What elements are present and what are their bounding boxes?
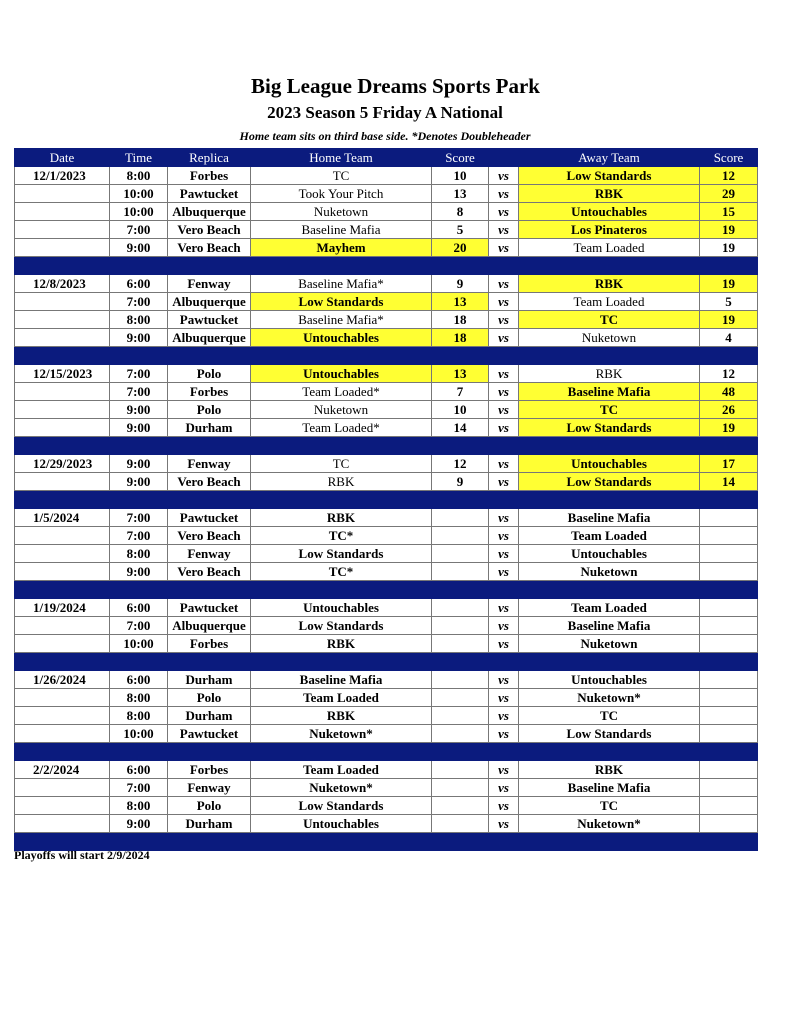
away-score: 17 (700, 455, 758, 473)
home-score: 10 (432, 167, 489, 185)
home-team: Untouchables (251, 365, 432, 383)
home-team: Nuketown* (251, 725, 432, 743)
game-replica: Polo (168, 689, 251, 707)
vs-label: vs (489, 689, 519, 707)
home-score: 14 (432, 419, 489, 437)
game-date (15, 689, 110, 707)
game-replica: Fenway (168, 779, 251, 797)
home-score: 7 (432, 383, 489, 401)
home-team: Baseline Mafia* (251, 275, 432, 293)
game-replica: Pawtucket (168, 599, 251, 617)
header-home-team: Home Team (251, 149, 432, 167)
home-score: 12 (432, 455, 489, 473)
table-row (15, 329, 758, 347)
game-replica: Pawtucket (168, 311, 251, 329)
home-team: Untouchables (251, 815, 432, 833)
game-time: 8:00 (110, 167, 168, 185)
home-score (432, 509, 489, 527)
home-score: 10 (432, 401, 489, 419)
table-row (15, 563, 758, 581)
away-score (700, 563, 758, 581)
home-team: Nuketown (251, 203, 432, 221)
home-score (432, 689, 489, 707)
away-score: 19 (700, 311, 758, 329)
home-team: Baseline Mafia (251, 671, 432, 689)
table-row (15, 617, 758, 635)
home-team: Untouchables (251, 329, 432, 347)
away-score: 19 (700, 239, 758, 257)
game-time: 8:00 (110, 545, 168, 563)
home-team: TC* (251, 563, 432, 581)
away-team: TC (519, 707, 700, 725)
game-replica: Albuquerque (168, 293, 251, 311)
header-away-team: Away Team (519, 149, 700, 167)
vs-label: vs (489, 473, 519, 491)
away-team: RBK (519, 275, 700, 293)
home-team: Team Loaded (251, 689, 432, 707)
table-row (15, 671, 758, 689)
home-score: 13 (432, 293, 489, 311)
away-team: Baseline Mafia (519, 383, 700, 401)
home-score: 13 (432, 185, 489, 203)
away-score (700, 599, 758, 617)
game-replica: Polo (168, 401, 251, 419)
game-time: 8:00 (110, 689, 168, 707)
vs-label: vs (489, 383, 519, 401)
table-row (15, 797, 758, 815)
home-score (432, 797, 489, 815)
game-replica: Pawtucket (168, 509, 251, 527)
table-row (15, 383, 758, 401)
vs-label: vs (489, 797, 519, 815)
game-date (15, 527, 110, 545)
away-score (700, 725, 758, 743)
game-time: 9:00 (110, 239, 168, 257)
vs-label: vs (489, 725, 519, 743)
away-team: Team Loaded (519, 239, 700, 257)
game-replica: Forbes (168, 167, 251, 185)
game-time: 6:00 (110, 671, 168, 689)
home-team: Team Loaded* (251, 383, 432, 401)
game-replica: Fenway (168, 275, 251, 293)
game-date: 12/15/2023 (15, 365, 110, 383)
home-score: 18 (432, 311, 489, 329)
table-row (15, 401, 758, 419)
table-row (15, 689, 758, 707)
vs-label: vs (489, 203, 519, 221)
away-team: Untouchables (519, 545, 700, 563)
game-time: 8:00 (110, 797, 168, 815)
week-separator (15, 437, 758, 455)
away-team: Team Loaded (519, 599, 700, 617)
game-time: 6:00 (110, 599, 168, 617)
game-date (15, 473, 110, 491)
game-replica: Durham (168, 419, 251, 437)
vs-label: vs (489, 527, 519, 545)
away-team: TC (519, 311, 700, 329)
home-score (432, 707, 489, 725)
game-replica: Polo (168, 365, 251, 383)
home-score (432, 617, 489, 635)
separator-bar (15, 581, 758, 599)
game-date (15, 383, 110, 401)
table-row (15, 779, 758, 797)
game-replica: Forbes (168, 383, 251, 401)
home-team: Low Standards (251, 797, 432, 815)
game-time: 7:00 (110, 617, 168, 635)
schedule-body (15, 167, 758, 851)
home-team: RBK (251, 509, 432, 527)
game-time: 7:00 (110, 383, 168, 401)
game-date (15, 419, 110, 437)
away-score (700, 527, 758, 545)
game-replica: Fenway (168, 455, 251, 473)
game-replica: Durham (168, 707, 251, 725)
table-row (15, 527, 758, 545)
table-header-row (15, 149, 758, 167)
game-replica: Vero Beach (168, 527, 251, 545)
header-home-score: Score (432, 149, 489, 167)
vs-label: vs (489, 635, 519, 653)
table-row (15, 761, 758, 779)
game-time: 10:00 (110, 725, 168, 743)
vs-label: vs (489, 545, 519, 563)
game-replica: Vero Beach (168, 563, 251, 581)
table-row (15, 167, 758, 185)
game-replica: Vero Beach (168, 239, 251, 257)
game-date (15, 401, 110, 419)
table-row (15, 419, 758, 437)
game-date (15, 707, 110, 725)
game-replica: Albuquerque (168, 329, 251, 347)
away-team: Untouchables (519, 455, 700, 473)
away-team: TC (519, 401, 700, 419)
game-time: 7:00 (110, 293, 168, 311)
away-score (700, 509, 758, 527)
game-date (15, 239, 110, 257)
away-score: 4 (700, 329, 758, 347)
game-date: 2/2/2024 (15, 761, 110, 779)
home-team: Untouchables (251, 599, 432, 617)
game-date (15, 635, 110, 653)
away-score: 26 (700, 401, 758, 419)
game-date (15, 311, 110, 329)
table-row (15, 635, 758, 653)
game-replica: Polo (168, 797, 251, 815)
separator-bar (15, 437, 758, 455)
table-row (15, 365, 758, 383)
vs-label: vs (489, 419, 519, 437)
away-score: 19 (700, 275, 758, 293)
away-score: 15 (700, 203, 758, 221)
vs-label: vs (489, 761, 519, 779)
game-date: 1/26/2024 (15, 671, 110, 689)
away-team: Baseline Mafia (519, 509, 700, 527)
table-row (15, 293, 758, 311)
home-team: RBK (251, 473, 432, 491)
away-team: Nuketown (519, 635, 700, 653)
home-score (432, 725, 489, 743)
vs-label: vs (489, 617, 519, 635)
vs-label: vs (489, 707, 519, 725)
away-team: RBK (519, 761, 700, 779)
game-replica: Durham (168, 671, 251, 689)
home-team: RBK (251, 635, 432, 653)
page-title: Big League Dreams Sports Park (251, 74, 540, 98)
away-team: Untouchables (519, 671, 700, 689)
game-time: 8:00 (110, 707, 168, 725)
header-away-score: Score (700, 149, 758, 167)
week-separator (15, 743, 758, 761)
game-date (15, 563, 110, 581)
away-team: Low Standards (519, 725, 700, 743)
game-time: 8:00 (110, 311, 168, 329)
separator-bar (15, 743, 758, 761)
table-row (15, 275, 758, 293)
game-time: 9:00 (110, 419, 168, 437)
home-score (432, 635, 489, 653)
home-score (432, 779, 489, 797)
home-team: Nuketown* (251, 779, 432, 797)
home-score: 20 (432, 239, 489, 257)
game-replica: Forbes (168, 761, 251, 779)
game-replica: Fenway (168, 545, 251, 563)
vs-label: vs (489, 815, 519, 833)
game-date (15, 617, 110, 635)
away-team: Team Loaded (519, 527, 700, 545)
away-team: TC (519, 797, 700, 815)
home-team: TC (251, 167, 432, 185)
away-score (700, 797, 758, 815)
vs-label: vs (489, 401, 519, 419)
away-score (700, 707, 758, 725)
game-replica: Vero Beach (168, 473, 251, 491)
away-score (700, 545, 758, 563)
playoffs-note: Playoffs will start 2/9/2024 (14, 848, 150, 862)
table-row (15, 707, 758, 725)
table-row (15, 815, 758, 833)
game-date (15, 203, 110, 221)
table-row (15, 185, 758, 203)
home-team: Low Standards (251, 545, 432, 563)
header-time: Time (110, 149, 168, 167)
separator-bar (15, 653, 758, 671)
game-time: 7:00 (110, 221, 168, 239)
game-date: 12/29/2023 (15, 455, 110, 473)
game-date (15, 797, 110, 815)
table-row (15, 725, 758, 743)
away-score (700, 617, 758, 635)
vs-label: vs (489, 221, 519, 239)
home-team: Team Loaded* (251, 419, 432, 437)
vs-label: vs (489, 275, 519, 293)
away-score: 5 (700, 293, 758, 311)
away-score: 12 (700, 365, 758, 383)
home-team: Baseline Mafia (251, 221, 432, 239)
away-team: Baseline Mafia (519, 617, 700, 635)
away-score (700, 761, 758, 779)
vs-label: vs (489, 293, 519, 311)
week-separator (15, 257, 758, 275)
away-team: Nuketown (519, 563, 700, 581)
separator-bar (15, 347, 758, 365)
game-date: 1/5/2024 (15, 509, 110, 527)
home-team: TC (251, 455, 432, 473)
game-date: 12/8/2023 (15, 275, 110, 293)
game-time: 7:00 (110, 779, 168, 797)
home-team: Baseline Mafia* (251, 311, 432, 329)
table-row (15, 239, 758, 257)
separator-bar (15, 257, 758, 275)
away-score (700, 689, 758, 707)
table-row (15, 311, 758, 329)
vs-label: vs (489, 671, 519, 689)
vs-label: vs (489, 599, 519, 617)
away-team: Nuketown* (519, 815, 700, 833)
vs-label: vs (489, 563, 519, 581)
week-separator (15, 581, 758, 599)
game-time: 10:00 (110, 635, 168, 653)
home-score: 13 (432, 365, 489, 383)
table-row (15, 599, 758, 617)
game-date (15, 779, 110, 797)
away-score (700, 815, 758, 833)
away-score (700, 779, 758, 797)
vs-label: vs (489, 311, 519, 329)
vs-label: vs (489, 779, 519, 797)
vs-label: vs (489, 185, 519, 203)
header-note: Home team sits on third base side. *Denotes Doubleheader (239, 129, 531, 143)
home-score: 9 (432, 473, 489, 491)
week-separator (15, 491, 758, 509)
game-replica: Pawtucket (168, 725, 251, 743)
away-team: RBK (519, 365, 700, 383)
home-score (432, 545, 489, 563)
game-time: 6:00 (110, 275, 168, 293)
game-replica: Albuquerque (168, 617, 251, 635)
away-team: Nuketown* (519, 689, 700, 707)
home-score: 18 (432, 329, 489, 347)
home-score: 5 (432, 221, 489, 239)
game-time: 9:00 (110, 401, 168, 419)
away-score: 14 (700, 473, 758, 491)
game-time: 7:00 (110, 509, 168, 527)
home-team: TC* (251, 527, 432, 545)
vs-label: vs (489, 239, 519, 257)
away-team: Los Pinateros (519, 221, 700, 239)
away-score: 19 (700, 419, 758, 437)
table-row (15, 203, 758, 221)
game-time: 7:00 (110, 365, 168, 383)
home-team: Low Standards (251, 617, 432, 635)
header-vs (489, 149, 519, 167)
game-time: 9:00 (110, 563, 168, 581)
home-score (432, 563, 489, 581)
table-row (15, 545, 758, 563)
away-team: Baseline Mafia (519, 779, 700, 797)
separator-bar (15, 491, 758, 509)
game-time: 6:00 (110, 761, 168, 779)
away-score (700, 635, 758, 653)
game-time: 10:00 (110, 203, 168, 221)
game-date (15, 815, 110, 833)
schedule-table (14, 148, 758, 851)
game-replica: Forbes (168, 635, 251, 653)
game-date (15, 221, 110, 239)
home-score (432, 671, 489, 689)
home-team: Mayhem (251, 239, 432, 257)
away-score (700, 671, 758, 689)
game-time: 7:00 (110, 527, 168, 545)
game-date (15, 329, 110, 347)
vs-label: vs (489, 509, 519, 527)
away-score: 12 (700, 167, 758, 185)
away-score: 29 (700, 185, 758, 203)
vs-label: vs (489, 365, 519, 383)
table-row (15, 221, 758, 239)
home-team: Low Standards (251, 293, 432, 311)
game-replica: Albuquerque (168, 203, 251, 221)
game-time: 9:00 (110, 329, 168, 347)
home-team: Nuketown (251, 401, 432, 419)
away-team: RBK (519, 185, 700, 203)
week-separator (15, 653, 758, 671)
away-score: 19 (700, 221, 758, 239)
game-replica: Pawtucket (168, 185, 251, 203)
table-row (15, 455, 758, 473)
week-separator (15, 347, 758, 365)
game-time: 9:00 (110, 815, 168, 833)
away-team: Untouchables (519, 203, 700, 221)
away-team: Low Standards (519, 167, 700, 185)
game-date (15, 185, 110, 203)
home-team: Team Loaded (251, 761, 432, 779)
header-date: Date (15, 149, 110, 167)
table-row (15, 473, 758, 491)
away-score: 48 (700, 383, 758, 401)
vs-label: vs (489, 455, 519, 473)
game-date (15, 545, 110, 563)
home-score (432, 527, 489, 545)
away-team: Nuketown (519, 329, 700, 347)
page-subtitle: 2023 Season 5 Friday A National (267, 103, 503, 122)
game-date (15, 725, 110, 743)
home-score (432, 599, 489, 617)
game-time: 9:00 (110, 473, 168, 491)
vs-label: vs (489, 167, 519, 185)
home-team: RBK (251, 707, 432, 725)
game-date: 1/19/2024 (15, 599, 110, 617)
game-date: 12/1/2023 (15, 167, 110, 185)
game-replica: Durham (168, 815, 251, 833)
home-score (432, 815, 489, 833)
game-time: 10:00 (110, 185, 168, 203)
home-score (432, 761, 489, 779)
away-team: Low Standards (519, 473, 700, 491)
home-score: 8 (432, 203, 489, 221)
game-date (15, 293, 110, 311)
game-time: 9:00 (110, 455, 168, 473)
away-team: Low Standards (519, 419, 700, 437)
home-score: 9 (432, 275, 489, 293)
away-team: Team Loaded (519, 293, 700, 311)
vs-label: vs (489, 329, 519, 347)
table-row (15, 509, 758, 527)
home-team: Took Your Pitch (251, 185, 432, 203)
header-replica: Replica (168, 149, 251, 167)
game-replica: Vero Beach (168, 221, 251, 239)
